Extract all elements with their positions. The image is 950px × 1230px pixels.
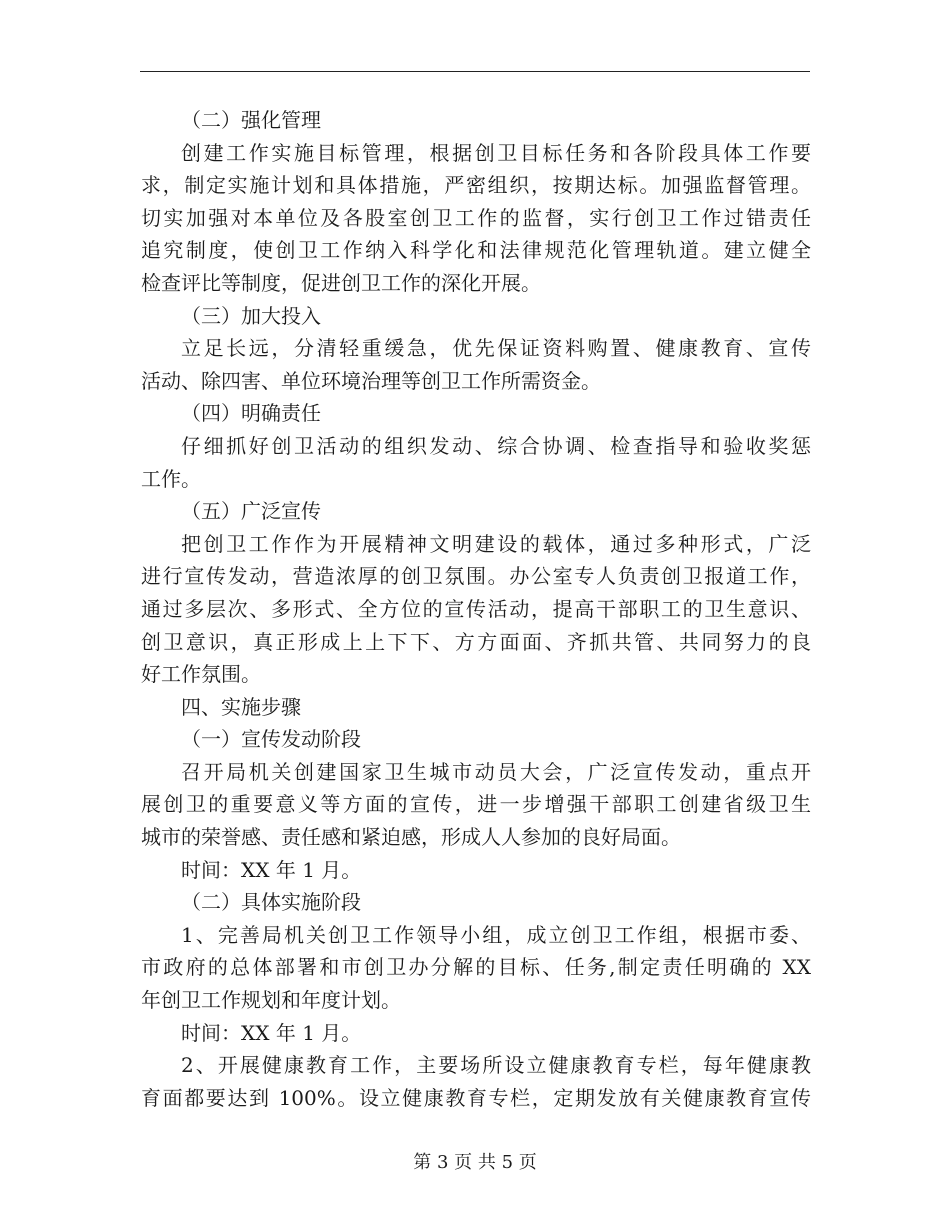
paragraph-line: 展创卫的重要意义等方面的宣传，进一步增强干部职工创建省级卫生 xyxy=(141,792,811,817)
header-rule xyxy=(140,71,810,72)
paragraph-line: 通过多层次、多形式、全方位的宣传活动，提高干部职工的卫生意识、 xyxy=(141,596,811,621)
paragraph-line: 好工作氛围。 xyxy=(141,662,261,687)
section-heading: （一）宣传发动阶段 xyxy=(181,727,361,752)
paragraph-line: 2、开展健康教育工作，主要场所设立健康教育专栏，每年健康教 xyxy=(181,1053,811,1078)
section-heading: （二）具体实施阶段 xyxy=(181,890,361,915)
paragraph-line: 市政府的总体部署和市创卫办分解的目标、任务,制定责任明确的 XX xyxy=(141,955,811,980)
page-footer: 第 3 页 共 5 页 xyxy=(413,1152,537,1173)
paragraph-line: 创卫意识，真正形成上上下下、方方面面、齐抓共管、共同努力的良 xyxy=(141,629,811,654)
paragraph-line: 城市的荣誉感、责任感和紧迫感，形成人人参加的良好局面。 xyxy=(141,825,681,850)
document-body xyxy=(141,104,811,1114)
paragraph-line: 追究制度，使创卫工作纳入科学化和法律规范化管理轨道。建立健全 xyxy=(141,238,811,263)
paragraph-line: 年创卫工作规划和年度计划。 xyxy=(141,988,401,1013)
paragraph-line: 育面都要达到 100%。设立健康教育专栏，定期发放有关健康教育宣传 xyxy=(141,1085,811,1110)
paragraph-line: 仔细抓好创卫活动的组织发动、综合协调、检查指导和验收奖惩 xyxy=(181,433,811,458)
paragraph xyxy=(141,137,811,300)
section-heading: 四、实施步骤 xyxy=(181,694,301,719)
paragraph-line: 1、完善局机关创卫工作领导小组，成立创卫工作组，根据市委、 xyxy=(181,922,811,947)
paragraph xyxy=(141,332,811,397)
paragraph-line: 活动、除四害、单位环境治理等创卫工作所需资金。 xyxy=(141,368,601,393)
paragraph-line: 创建工作实施目标管理，根据创卫目标任务和各阶段具体工作要 xyxy=(181,140,811,165)
paragraph xyxy=(141,430,811,495)
paragraph-line: 切实加强对本单位及各股室创卫工作的监督，实行创卫工作过错责任 xyxy=(141,205,811,230)
paragraph-line: 立足长远，分清轻重缓急，优先保证资料购置、健康教育、宣传 xyxy=(181,336,811,361)
paragraph xyxy=(141,1049,811,1114)
section-heading: （二）强化管理 xyxy=(181,108,321,132)
section-heading: 时间：XX 年 1 月。 xyxy=(181,857,362,882)
paragraph-line: 检查评比等制度，促进创卫工作的深化开展。 xyxy=(141,270,541,295)
paragraph-line: 把创卫工作作为开展精神文明建设的载体，通过多种形式，广泛 xyxy=(181,531,811,556)
paragraph-line: 召开局机关创建国家卫生城市动员大会，广泛宣传发动，重点开 xyxy=(181,759,811,784)
paragraph xyxy=(141,528,811,691)
section-heading: （三）加大投入 xyxy=(181,303,321,328)
section-heading: （五）广泛宣传 xyxy=(181,499,321,524)
section-heading: （四）明确责任 xyxy=(181,401,321,426)
paragraph-line: 求，制定实施计划和具体措施，严密组织，按期达标。加强监督管理。 xyxy=(141,173,811,198)
paragraph-line: 进行宣传发动，营造浓厚的创卫氛围。办公室专人负责创卫报道工作， xyxy=(141,564,811,589)
paragraph-line: 工作。 xyxy=(141,466,201,491)
section-heading: 时间：XX 年 1 月。 xyxy=(181,1020,362,1045)
paragraph xyxy=(141,919,811,1017)
paragraph xyxy=(141,756,811,854)
